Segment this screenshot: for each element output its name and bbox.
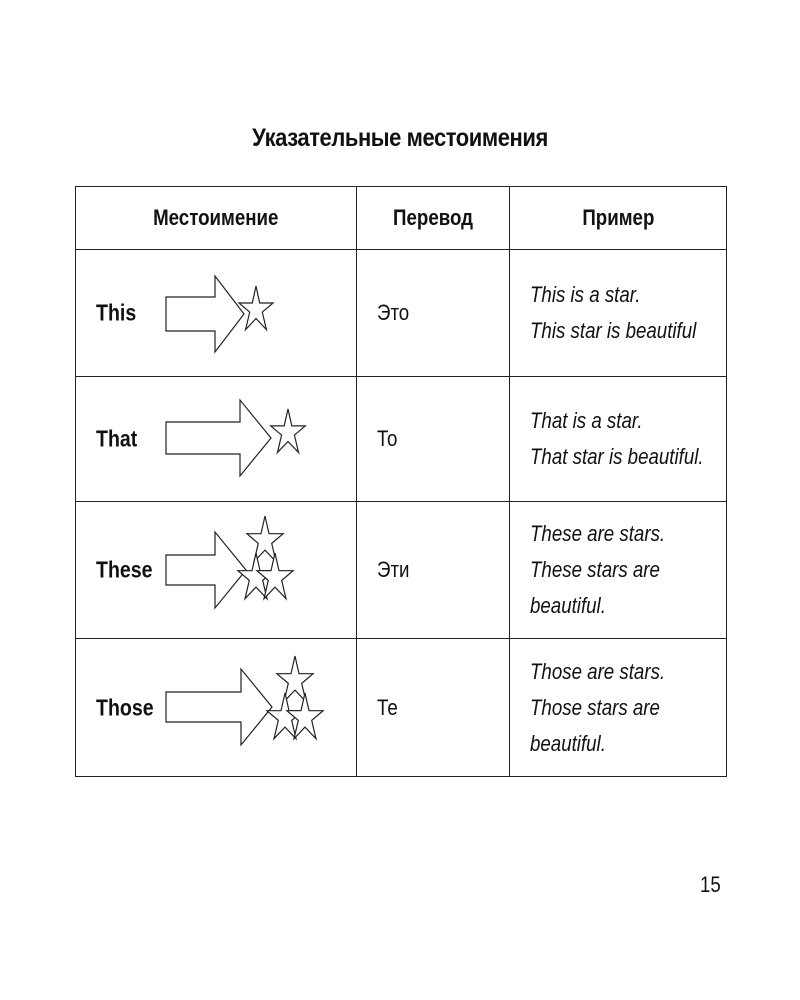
pronoun-word: This — [96, 299, 137, 326]
translation-cell: Те — [357, 639, 510, 777]
table-row — [76, 377, 727, 502]
table-header-row — [76, 187, 727, 250]
near-stars-illustration — [162, 502, 357, 639]
example-line: That star is beautiful. — [530, 444, 704, 469]
pronoun-word: That — [96, 425, 138, 452]
translation-cell: Это — [357, 250, 510, 377]
pronoun-cell — [76, 502, 357, 639]
header-example: Пример — [510, 187, 727, 250]
arrow-icon — [166, 669, 272, 745]
translation-cell: То — [357, 377, 510, 502]
example-line: beautiful. — [530, 730, 606, 756]
example-cell — [510, 377, 727, 502]
star-icon — [239, 286, 273, 330]
example-line: These stars are — [530, 557, 660, 582]
star-icon — [247, 516, 283, 562]
star-icon — [271, 409, 306, 453]
header-pronoun: Местоимение — [76, 187, 357, 250]
demonstrative-pronouns-table — [75, 186, 727, 777]
table-row — [76, 502, 727, 639]
table-row — [76, 250, 727, 377]
example-line: Those are stars. — [530, 658, 666, 684]
header-translation: Перевод — [357, 187, 510, 250]
pronoun-word: Those — [96, 694, 154, 720]
arrow-icon — [166, 400, 271, 476]
pronoun-cell — [76, 377, 357, 502]
near-star-illustration — [162, 250, 357, 377]
pronoun-cell — [76, 639, 357, 777]
example-line: This star is beautiful — [530, 318, 697, 343]
far-stars-illustration — [162, 639, 357, 777]
pronoun-cell — [76, 250, 357, 377]
example-line: beautiful. — [530, 593, 606, 618]
far-star-illustration — [162, 377, 357, 502]
translation-cell: Эти — [357, 502, 510, 639]
arrow-icon — [166, 532, 246, 608]
arrow-icon — [166, 276, 244, 352]
star-icon — [277, 656, 313, 702]
example-line: Those stars are — [530, 694, 660, 720]
example-line: That is a star. — [530, 408, 643, 433]
example-cell — [510, 250, 727, 377]
page-title: Указательные местоимения — [252, 124, 548, 152]
example-cell — [510, 502, 727, 639]
pronoun-word: These — [96, 556, 153, 583]
table-row — [76, 639, 727, 777]
page-number: 15 — [700, 872, 721, 897]
example-line: These are stars. — [530, 521, 666, 546]
example-cell — [510, 639, 727, 777]
example-line: This is a star. — [530, 282, 641, 307]
